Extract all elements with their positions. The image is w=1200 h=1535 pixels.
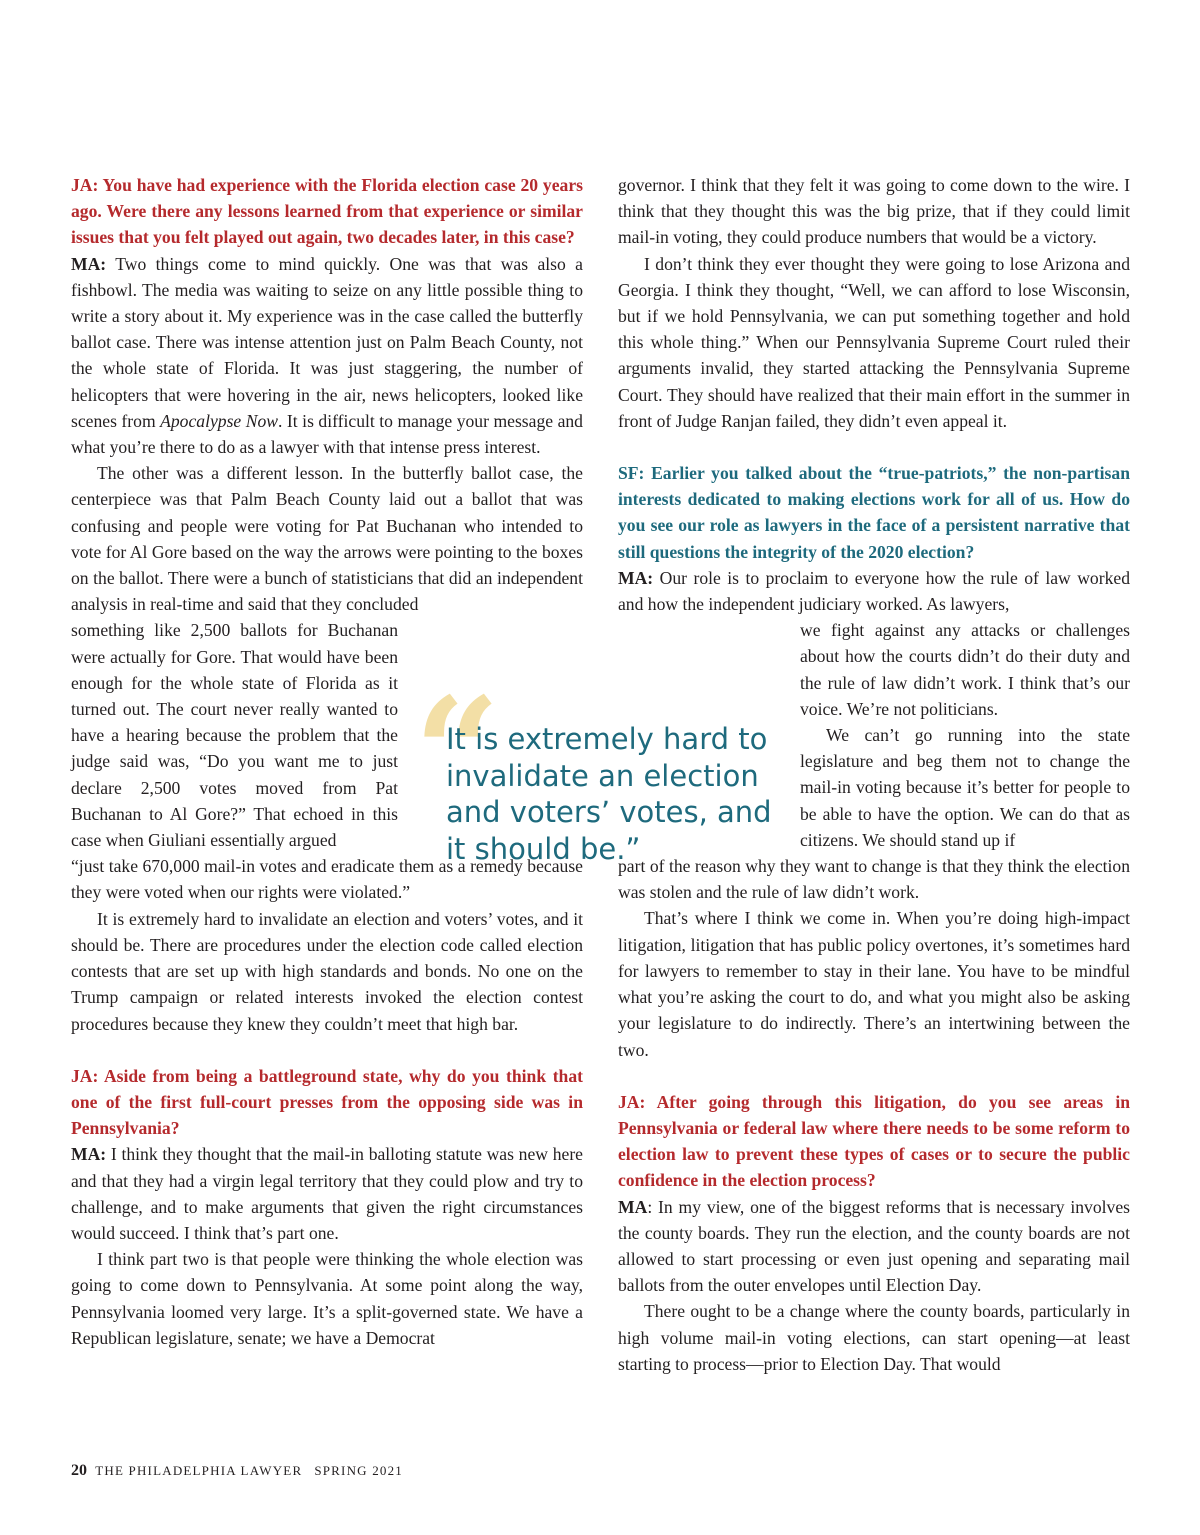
question-florida-case: JA: You have had experience with the Florida election case 20 years ago. Were there any lessons learned from that experience or similar issues that you felt played out again, two decades later, in this case?: [71, 175, 583, 248]
paragraph-part-two: I think part two is that people were thinking the whole election was going to come down to Pennsylvania. At some point along the way, Pennsylvania loomed very large. It’s a split-governed state. We have a Republican legislature, senate; we have a Democrat: [71, 1249, 583, 1348]
issue-label: SPRING 2021: [314, 1463, 403, 1478]
film-title: Apocalypse Now: [160, 410, 279, 431]
paragraph-butterfly-ballot: The other was a different lesson. In the butterfly ballot case, the centerpiece was that Palm Beach County laid out a ballot that was confusing and people were voting for Pat Buchanan who intended to vote for Al Gore based on the way the arrows were pointing to the boxes on the ballot. There were a bunch of statisticians that did an independent analysis in real-time and said that they concluded: [71, 463, 583, 615]
paragraph-state-legislature: We can’t go running into the state legislature and beg them not to change the mail-in voting because it’s better for people to be able to have the option. We can do that as citizens. We should stand up if: [800, 725, 1130, 850]
answer-role-of-lawyers: MA: Our role is to proclaim to everyone how the rule of law worked and how the independent judiciary worked. As lawyers,: [618, 567, 1130, 615]
paragraph-butterfly-ballot-continued: something like 2,500 ballots for Buchanan were actually for Gore. That would have been enough for the whole state of Florida as it turned out. The court never really wanted to have a hearing because the problem that the judge said was, “Do you want me to just declare 2,500 votes moved from Pat Buchanan to Al Gore?” That echoed in this case when Giuliani essentially argued: [71, 620, 398, 851]
answer-election-reform: MA: In my view, one of the biggest reforms that is necessary involves the county boards. They run the election, and the county boards are not allowed to start processing or even just opening and separating mail ballots from the outer envelopes until Election Day.: [618, 1196, 1130, 1296]
pull-quote-text: It is extremely hard to invalidate an election and voters’ votes, and it should be.”: [446, 722, 772, 866]
answer-florida-case: MA: Two things come to mind quickly. One was that was also a fishbowl. The media was waiting to seize on any little possible thing to write a story about it. My experience was in the case called the butterfly ballot case. There was intense attention just on Palm Beach County, not the whole state of Florida. It was just staggering, the number of helicopters that were hovering in the air, news helicopters, looked like scenes from Apocalypse Now. It is difficult to manage your message and what you’re there to do as a lawyer with that intense press interest.: [71, 253, 583, 458]
speaker-label: MA:: [618, 567, 654, 588]
paragraph-governor: governor. I think that they felt it was going to come down to the wire. I think that they thought this was the big prize, that if they could limit mail-in voting, they could produce numbers that would be a victory.: [618, 175, 1130, 248]
answer-role-of-lawyers-continued: we fight against any attacks or challenges about how the courts didn’t do their duty and the rule of law didn’t work. I think that’s our voice. We’re not politicians.: [800, 620, 1130, 719]
paragraph-high-impact-litigation: That’s where I think we come in. When you’re doing high-impact litigation, litigation that has public policy overtones, it’s sometimes hard for lawyers to remember to stay in their lane. You have to be mindful what you’re asking the court to do, and what you might also be asking your legislature to do indirectly. There’s an intertwining between the two.: [618, 908, 1130, 1060]
speaker-label: MA:: [71, 253, 107, 274]
publication-name: THE PHILADELPHIA LAWYER: [95, 1463, 303, 1478]
paragraph-invalidate-election: It is extremely hard to invalidate an election and voters’ votes, and it should be. There are procedures under the election code called election contests that are set up with high standards and bonds. No one on the Trump campaign or related interests invoked the election contest procedures because they knew they couldn’t meet that high bar.: [71, 908, 583, 1034]
paragraph-giuliani-quote: “just take 670,000 mail-in votes and eradicate them as a remedy because they were voted when our rights were violated.”: [71, 856, 583, 903]
page-footer: [71, 1462, 403, 1480]
quote-mark-icon: “: [414, 665, 501, 841]
speaker-label: MA: [618, 1196, 648, 1217]
paragraph-county-boards-change: There ought to be a change where the county boards, particularly in high volume mail-in voting elections, can start opening—at least starting to process—prior to Election Day. That would: [618, 1301, 1130, 1374]
speaker-label: MA:: [71, 1144, 107, 1165]
question-role-of-lawyers: SF: Earlier you talked about the “true-patriots,” the non-partisan interests dedicated to making elections work for all of us. How do you see our role as lawyers in the face of a persistent narrative that still questions the integrity of the 2020 election?: [618, 463, 1130, 562]
pull-quote: [414, 665, 794, 888]
question-battleground-state: JA: Aside from being a battleground state, why do you think that one of the first full-court presses from the opposing side was in Pennsylvania?: [71, 1065, 583, 1139]
paragraph-state-legislature-continued: part of the reason why they want to change is that they think the election was stolen and the rule of law didn’t work.: [618, 856, 1130, 903]
page-number: 20: [71, 1462, 87, 1479]
question-election-reform: JA: After going through this litigation, do you see areas in Pennsylvania or federal law where there needs to be some reform to election law to prevent these types of cases or to secure the public confidence in the election process?: [618, 1091, 1130, 1191]
answer-battleground-state: MA: I think they thought that the mail-in balloting statute was new here and that they had a virgin legal territory that they could plow and try to challenge, and to make arguments that given the right circumstances would succeed. I think that’s part one.: [71, 1144, 583, 1243]
paragraph-arizona-georgia: I don’t think they ever thought they were going to lose Arizona and Georgia. I think they thought, “Well, we can afford to lose Wisconsin, but if we hold Pennsylvania, we can put something together and hold this whole thing.” When our Pennsylvania Supreme Court ruled their arguments invalid, they started attacking the Pennsylvania Supreme Court. They should have realized that their main effort in the summer in front of Judge Ranjan failed, they didn’t even appeal it.: [618, 253, 1130, 431]
